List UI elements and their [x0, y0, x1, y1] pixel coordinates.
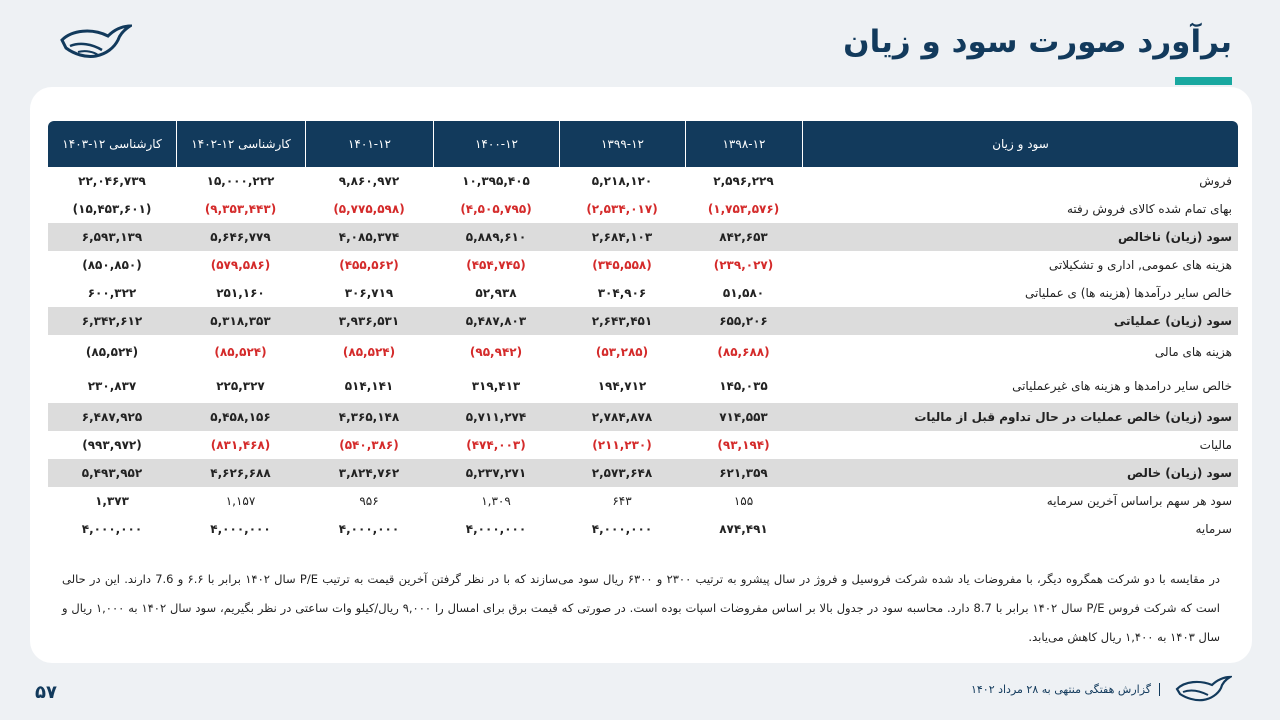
table-cell: (۳۴۵,۵۵۸)	[592, 258, 652, 272]
table-cell: ۳,۹۳۶,۵۳۱	[305, 307, 433, 335]
table-row	[48, 335, 1238, 369]
table-row	[48, 279, 1238, 307]
table-cell: (۵۳,۲۸۵)	[595, 345, 649, 359]
table-cell: (۱,۷۵۳,۵۷۶)	[707, 202, 780, 216]
table-cell: ۱۹۴,۷۱۲	[597, 379, 647, 393]
table-cell: (۵۷۹,۵۸۶)	[210, 258, 271, 272]
table-cell: ۶۰۰,۳۲۲	[87, 286, 137, 300]
table-cell: (۹,۳۵۳,۴۴۳)	[204, 202, 277, 216]
table-cell: ۴,۶۲۶,۶۸۸	[176, 459, 305, 487]
row-label: سود (زیان) عملیاتی	[802, 307, 1238, 335]
table-cell: ۳۱۹,۴۱۳	[471, 379, 521, 393]
table-cell: (۸۵,۶۸۸)	[717, 345, 770, 359]
table-cell: ۶۵۵,۲۰۶	[685, 307, 802, 335]
table-cell: (۴۷۴,۰۰۳)	[466, 438, 526, 452]
table-cell: (۲۳۹,۰۲۷)	[713, 258, 774, 272]
table-row	[48, 459, 1238, 487]
content-card	[30, 87, 1252, 663]
footer-report-label: گزارش هفتگی منتهی به ۲۸ مرداد ۱۴۰۲	[971, 683, 1160, 696]
table-row	[48, 223, 1238, 251]
table-row	[48, 403, 1238, 431]
row-label: سرمایه	[1195, 522, 1232, 536]
table-cell: (۵۴۰,۳۸۶)	[339, 438, 399, 452]
table-cell: ۲,۷۸۴,۸۷۸	[559, 403, 685, 431]
header-cell: ۱۴۰۱-۱۲	[305, 121, 433, 167]
table-cell: ۵,۷۱۱,۲۷۴	[433, 403, 559, 431]
table-cell: ۲۲,۰۴۶,۷۳۹	[78, 174, 146, 188]
table-cell: ۲,۵۷۳,۶۴۸	[559, 459, 685, 487]
table-cell: ۵,۸۸۹,۶۱۰	[433, 223, 559, 251]
table-cell: ۱۴۵,۰۳۵	[719, 379, 768, 393]
table-cell: (۱۵,۴۵۳,۶۰۱)	[72, 202, 152, 216]
table-row	[48, 307, 1238, 335]
table-cell: ۳۰۴,۹۰۶	[597, 286, 647, 300]
table-cell: ۹۵۶	[359, 494, 379, 508]
table-cell: ۲,۵۹۶,۲۲۹	[713, 174, 774, 188]
table-cell: ۵,۴۵۸,۱۵۶	[176, 403, 305, 431]
table-cell: (۹۳,۱۹۴)	[717, 438, 770, 452]
table-row	[48, 515, 1238, 543]
table-cell: ۴,۰۰۰,۰۰۰	[81, 522, 143, 536]
table-cell: ۶,۳۴۲,۶۱۲	[48, 307, 176, 335]
table-cell: (۸۳۱,۴۶۸)	[210, 438, 271, 452]
row-label: مالیات	[1199, 438, 1232, 452]
row-label: خالص سایر درآمدها (هزینه ها) ی عملیاتی	[1025, 286, 1232, 300]
table-cell: ۲,۶۴۳,۴۵۱	[559, 307, 685, 335]
table-cell: ۴,۰۰۰,۰۰۰	[210, 522, 271, 536]
header-cell: ۱۴۰۰-۱۲	[433, 121, 559, 167]
table-cell: ۳۰۶,۷۱۹	[344, 286, 394, 300]
table-cell: ۲,۶۸۴,۱۰۳	[559, 223, 685, 251]
table-cell: (۹۹۳,۹۷۲)	[82, 438, 142, 452]
table-row	[48, 167, 1238, 195]
header-cell: سود و زیان	[802, 121, 1238, 167]
table-cell: (۹۵,۹۴۲)	[469, 345, 523, 359]
header-cell: ۱۳۹۸-۱۲	[685, 121, 802, 167]
table-cell: ۵۱,۵۸۰	[722, 286, 765, 300]
table-cell: (۸۵,۵۲۴)	[85, 345, 139, 359]
table-cell: (۴۵۴,۷۴۵)	[466, 258, 526, 272]
row-label: بهای تمام شده کالای فروش رفته	[1067, 202, 1232, 216]
table-cell: ۲۳۰,۸۳۷	[87, 379, 137, 393]
table-cell: ۶۲۱,۳۵۹	[685, 459, 802, 487]
table-cell: (۵,۷۷۵,۵۹۸)	[333, 202, 405, 216]
table-cell: ۵,۴۸۷,۸۰۳	[433, 307, 559, 335]
table-cell: ۴,۰۰۰,۰۰۰	[465, 522, 527, 536]
analysis-notes: در مقایسه با دو شرکت همگروه دیگر، با مفروضات یاد شده شرکت فروسیل و فروژ در سال پیشرو به ترتیب ۲۳۰۰ و ۶۳۰۰ ریال سود می‌سازند که با در نظر گرفتن آخرین قیمت به ترتیب P/E سال ۱۴۰۲ برابر با ۶.۶ و 7.6 دارند. این در حالی است که شرکت فروس P/E سال ۱۴۰۲ برابر با 8.7 دارد. محاسبه سود در جدول بالا بر اساس مفروضات اسپات بوده است. در صورتی که قیمت برق برای امسال را ۹,۰۰۰ ریال/کیلو وات ساعتی در نظر بگیریم، سود سال ۱۴۰۲ به ۱,۰۰۰ ریال و سال ۱۴۰۳ به ۱,۴۰۰ ریال کاهش می‌یابد.	[62, 572, 1220, 644]
page-title: برآورد صورت سود و زیان	[843, 24, 1232, 60]
table-cell: ۵۲,۹۳۸	[475, 286, 517, 300]
table-cell: ۵,۲۱۸,۱۲۰	[591, 174, 653, 188]
table-row	[48, 487, 1238, 515]
header-cell: کارشناسی ۱۲-۱۴۰۲	[176, 121, 305, 167]
table-row	[48, 251, 1238, 279]
header-cell: ۱۳۹۹-۱۲	[559, 121, 685, 167]
row-label: هزینه های عمومی, اداری و تشکیلاتی	[1048, 258, 1232, 272]
table-cell: ۶,۴۸۷,۹۲۵	[48, 403, 176, 431]
row-label: فروش	[1199, 174, 1232, 188]
profit-loss-table	[48, 121, 1238, 543]
row-label: سود (زیان) ناخالص	[802, 223, 1238, 251]
table-row	[48, 431, 1238, 459]
table-cell: ۴,۳۶۵,۱۴۸	[305, 403, 433, 431]
table-cell: (۲۱۱,۲۳۰)	[592, 438, 652, 452]
table-row	[48, 195, 1238, 223]
footer-logo-icon	[1174, 675, 1232, 703]
table-cell: ۵۱۴,۱۴۱	[344, 379, 394, 393]
row-label: خالص سایر درامدها و هزینه های غیرعملیاتی	[1012, 379, 1232, 393]
table-header-row	[48, 121, 1238, 167]
row-label: سود هر سهم براساس آخرین سرمایه	[1046, 494, 1232, 508]
table-cell: ۷۱۴,۵۵۳	[685, 403, 802, 431]
table-cell: (۲,۵۳۴,۰۱۷)	[586, 202, 658, 216]
row-label: سود (زیان) خالص	[802, 459, 1238, 487]
row-label: سود (زیان) خالص عملیات در حال تداوم قبل از مالیات	[802, 403, 1238, 431]
table-cell: ۹,۸۶۰,۹۷۲	[338, 174, 400, 188]
table-cell: ۱۵۵	[733, 494, 754, 508]
table-cell: ۴,۰۸۵,۳۷۴	[305, 223, 433, 251]
table-cell: ۲۵۱,۱۶۰	[216, 286, 265, 300]
table-cell: ۱,۱۵۷	[225, 494, 256, 508]
table-cell: ۴,۰۰۰,۰۰۰	[338, 522, 400, 536]
table-cell: ۸۷۴,۴۹۱	[719, 522, 768, 536]
table-cell: ۵,۶۴۶,۷۷۹	[176, 223, 305, 251]
table-cell: ۸۴۲,۶۵۳	[685, 223, 802, 251]
table-cell: ۵,۳۱۸,۳۵۳	[176, 307, 305, 335]
table-cell: (۴,۵۰۵,۷۹۵)	[460, 202, 532, 216]
table-cell: (۸۵۰,۸۵۰)	[82, 258, 142, 272]
table-cell: ۵,۴۹۳,۹۵۲	[48, 459, 176, 487]
table-cell: ۱۰,۳۹۵,۴۰۵	[462, 174, 530, 188]
table-cell: ۱,۳۷۳	[95, 494, 129, 508]
table-cell: ۶۴۳	[612, 494, 632, 508]
table-cell: ۶,۵۹۳,۱۳۹	[48, 223, 176, 251]
company-logo-icon	[58, 22, 132, 62]
table-cell: ۳,۸۲۴,۷۶۲	[305, 459, 433, 487]
table-cell: ۵,۲۳۷,۲۷۱	[433, 459, 559, 487]
table-row	[48, 369, 1238, 403]
table-cell: ۱۵,۰۰۰,۲۲۲	[206, 174, 275, 188]
table-cell: (۸۵,۵۲۴)	[342, 345, 396, 359]
table-cell: (۸۵,۵۲۴)	[214, 345, 267, 359]
row-label: هزینه های مالی	[1154, 345, 1232, 359]
table-cell: (۴۵۵,۵۶۲)	[339, 258, 399, 272]
header-cell: کارشناسی ۱۲-۱۴۰۳	[48, 121, 176, 167]
table-cell: ۱,۳۰۹	[481, 494, 511, 508]
page-number: ۵۷	[35, 682, 57, 703]
table-cell: ۴,۰۰۰,۰۰۰	[591, 522, 653, 536]
table-cell: ۲۲۵,۳۲۷	[216, 379, 265, 393]
title-accent-bar	[1175, 77, 1232, 85]
